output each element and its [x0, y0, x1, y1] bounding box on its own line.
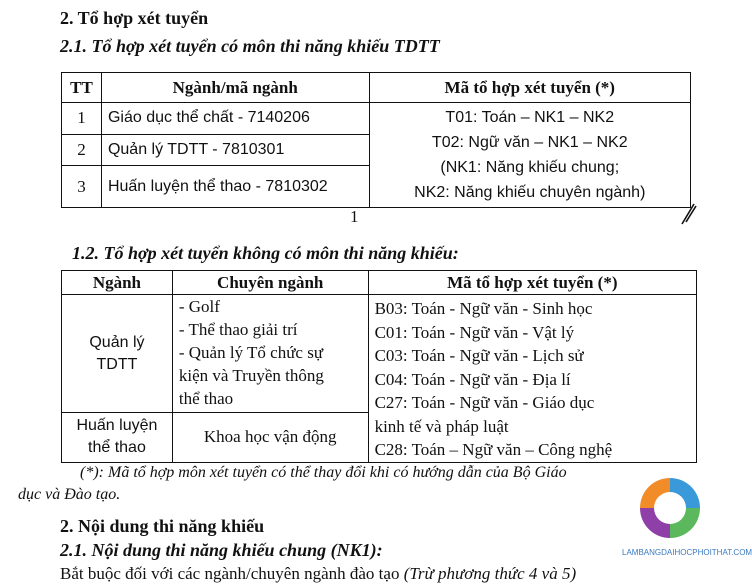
col-header-combo: Mã tổ hợp xét tuyển (*) — [369, 73, 690, 103]
combo-line: (NK1: Năng khiếu chung; — [440, 159, 620, 176]
specialization-item: - Golf — [178, 297, 220, 316]
combo-cell — [368, 295, 696, 463]
section-title: 2. Nội dung thi năng khiếu — [60, 516, 265, 536]
col-header-tt: TT — [62, 73, 102, 103]
table-row — [62, 103, 691, 135]
footnote-cont: dục và Đào tạo. — [18, 486, 121, 503]
body-text-main: Bắt buộc đối với các ngành/chuyên ngành đào tạo — [60, 564, 400, 583]
specialization-list — [172, 295, 368, 413]
combo-line: C27: Toán - Ngữ văn - Giáo dục — [374, 393, 595, 412]
row-number: 1 — [62, 103, 102, 135]
footnote: (*): Mã tổ hợp môn xét tuyển có thể thay đổi khi có hướng dẫn của Bộ Giáo — [80, 464, 567, 481]
specialization-item: - Quản lý Tổ chức sự — [178, 343, 324, 362]
specialization-item: thể thao — [178, 389, 234, 408]
combo-line: C04: Toán - Ngữ văn - Địa lí — [374, 369, 571, 389]
specialization-item: kiện và Truyền thông — [178, 366, 324, 385]
major-name-line: Huấn luyện — [76, 417, 158, 435]
col-header-major: Ngành/mã ngành — [101, 73, 369, 103]
body-text — [60, 564, 576, 584]
col-header-specialization: Chuyên ngành — [172, 271, 368, 295]
page-number: 1 — [350, 207, 359, 226]
specialization-item: - Thể thao giải trí — [178, 320, 298, 339]
watermark-text: LAMBANGDAIHOCPHOITHAT.COM — [622, 548, 752, 557]
combo-line: NK2: Năng khiếu chuyên ngành) — [414, 184, 646, 201]
subsection-title: 1.2. Tổ hợp xét tuyển không có môn thi năng khiếu: — [72, 243, 459, 263]
major-name — [62, 295, 173, 413]
major-name-line: Quản lý — [89, 333, 145, 351]
col-header-major: Ngành — [62, 271, 173, 295]
table-without-aptitude — [61, 270, 697, 463]
major-name-line: thể thao — [88, 439, 146, 457]
combo-line: kinh tế và pháp luật — [374, 416, 509, 436]
combo-line: T01: Toán – NK1 – NK2 — [445, 109, 615, 126]
row-number: 3 — [62, 166, 102, 208]
combo-line: C03: Toán - Ngữ văn - Lịch sử — [374, 346, 584, 365]
combo-line: B03: Toán - Ngữ văn - Sinh học — [374, 299, 593, 318]
table-with-aptitude — [61, 72, 691, 208]
combo-line: C28: Toán – Ngữ văn – Công nghệ — [374, 440, 613, 459]
table-row — [62, 295, 697, 413]
section-title: 2. Tổ hợp xét tuyển — [60, 8, 209, 28]
row-number: 2 — [62, 134, 102, 166]
subsection-title: 2.1. Nội dung thi năng khiếu chung (NK1): — [60, 540, 383, 560]
combo-line: C01: Toán - Ngữ văn - Vật lý — [374, 322, 575, 342]
subsection-title: 2.1. Tổ hợp xét tuyển có môn thi năng khiếu TDTT — [60, 36, 440, 56]
major-name: Giáo dục thể chất - 7140206 — [101, 103, 369, 135]
major-name: Quản lý TDTT - 7810301 — [101, 134, 369, 166]
major-name-line: TDTT — [96, 355, 138, 373]
pen-mark-icon — [680, 200, 698, 226]
major-name — [62, 413, 173, 462]
major-name: Huấn luyện thể thao - 7810302 — [101, 166, 369, 208]
specialization-item: Khoa học vận động — [172, 413, 368, 462]
watermark-logo-icon — [634, 474, 706, 542]
col-header-combo: Mã tổ hợp xét tuyển (*) — [368, 271, 696, 295]
combo-cell — [369, 103, 690, 208]
combo-line: T02: Ngữ văn – NK1 – NK2 — [431, 134, 628, 151]
body-text-italic: (Trừ phương thức 4 và 5) — [403, 564, 577, 583]
